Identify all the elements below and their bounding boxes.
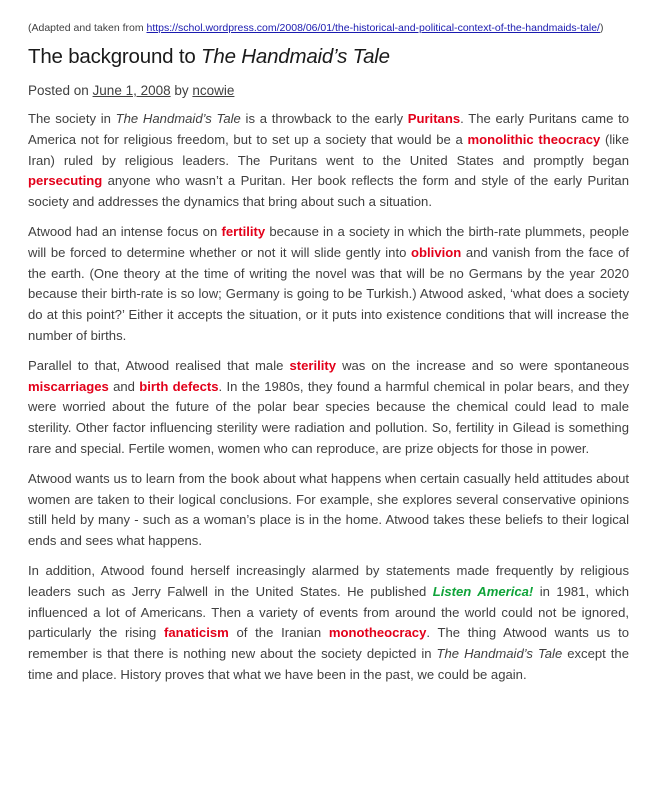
text-segment: . The early Puritans came to America not for religious freedom, but to set up a society that would be a	[28, 111, 630, 147]
text-segment: Atwood wants us to learn from the book about what happens when certain casually held attitudes about women are taken to their logical conclusions. For example, she explores several conservative opinions still held by many - such as a woman’s place is in the home. Atwood takes these beliefs to their logical ends and sees what happens.	[28, 470, 629, 549]
source-suffix: )	[599, 22, 604, 34]
italic-title-ref: The Handmaid’s Tale	[115, 111, 241, 126]
paragraph	[28, 356, 629, 460]
text-segment: is a throwback to the early	[240, 111, 408, 126]
post-meta	[28, 83, 629, 98]
article-title	[28, 45, 629, 69]
text-segment: . In the 1980s, they found a harmful chemical in polar bears, and they were worried about the future of the polar bear species because the chemical could lead to male sterility. Other factor influencing sterility were radiation and pollution. So, fertility in Gilead is something rare and special. Fertile women, women who can reproduce, are prize objects for those in power.	[28, 378, 629, 456]
text-segment: in 1981, which influenced a lot of Americans. Then a variety of events from around the world could not be ignored, particularly the rising	[28, 583, 630, 641]
highlighted-term: sterility	[289, 357, 337, 373]
title-italic: The Handmaid’s Tale	[201, 45, 390, 68]
highlighted-term: Puritans	[407, 111, 461, 126]
paragraph	[28, 109, 629, 213]
text-segment: (like Iran) ruled by religious leaders. The Puritans went to the United States and promptly began	[28, 131, 629, 168]
italic-title-ref: The Handmaid’s Tale	[436, 646, 563, 662]
paragraph	[28, 561, 629, 686]
highlighted-term: fertility	[221, 223, 266, 239]
article-body	[28, 109, 629, 686]
highlighted-term: miscarriages	[28, 378, 109, 394]
text-segment: was on the increase and so were spontaneous	[336, 357, 629, 373]
text-segment: and	[108, 378, 140, 394]
title-prefix: The background to	[28, 45, 202, 68]
source-link[interactable]: https://schol.wordpress.com/2008/06/01/the-historical-and-political-context-of-the-handmaids-tale/	[146, 22, 600, 34]
highlighted-term: fanaticism	[164, 625, 229, 641]
author-link[interactable]: ncowie	[192, 83, 235, 98]
paragraph	[28, 469, 629, 552]
highlighted-term: monolithic theocracy	[467, 131, 601, 147]
source-note	[28, 20, 629, 37]
paragraph	[28, 222, 629, 347]
text-segment: of the Iranian	[228, 625, 329, 641]
text-segment: The society in	[28, 111, 116, 126]
highlighted-term: birth defects	[139, 378, 219, 394]
highlighted-book-title: Listen America!	[432, 583, 534, 599]
posted-on-label: Posted on	[28, 83, 93, 98]
post-date-link[interactable]: June 1, 2008	[92, 83, 171, 98]
highlighted-term: oblivion	[411, 244, 462, 260]
source-prefix: (Adapted and taken from	[28, 22, 147, 34]
text-segment: . The thing Atwood wants us to remember is that there is nothing new about the society depicted in	[28, 625, 630, 662]
text-segment: Parallel to that, Atwood realised that male	[28, 357, 290, 373]
text-segment: and vanish from the face of the earth. (One theory at the time of writing the novel was that will be no Germans by the year 2020 because their birth-rate is so low; Germany is going to be Turkish.) Atwood asked, ‘what does a society do at this point?’ Either it accepts the situation, or it puts into existence conditions that will increase the number of births.	[28, 244, 629, 343]
text-segment: anyone who wasn’t a Puritan. Her book reflects the form and style of the early Puritan society and addresses the dynamics that bring about such a situation.	[28, 173, 629, 210]
highlighted-term: persecuting	[28, 173, 103, 189]
text-segment: except the time and place. History proves that what we have been in the past, we could be again.	[28, 646, 629, 682]
text-segment: because in a society in which the birth-rate plummets, people will be forced to determine whether or not it will slide gently into	[28, 223, 629, 260]
highlighted-term: monotheocracy	[328, 625, 427, 641]
text-segment: Atwood had an intense focus on	[28, 223, 222, 239]
by-label: by	[170, 83, 193, 98]
text-segment: In addition, Atwood found herself increasingly alarmed by statements made frequently by religious leaders such as Jerry Falwell in the United States. He published	[28, 562, 629, 599]
